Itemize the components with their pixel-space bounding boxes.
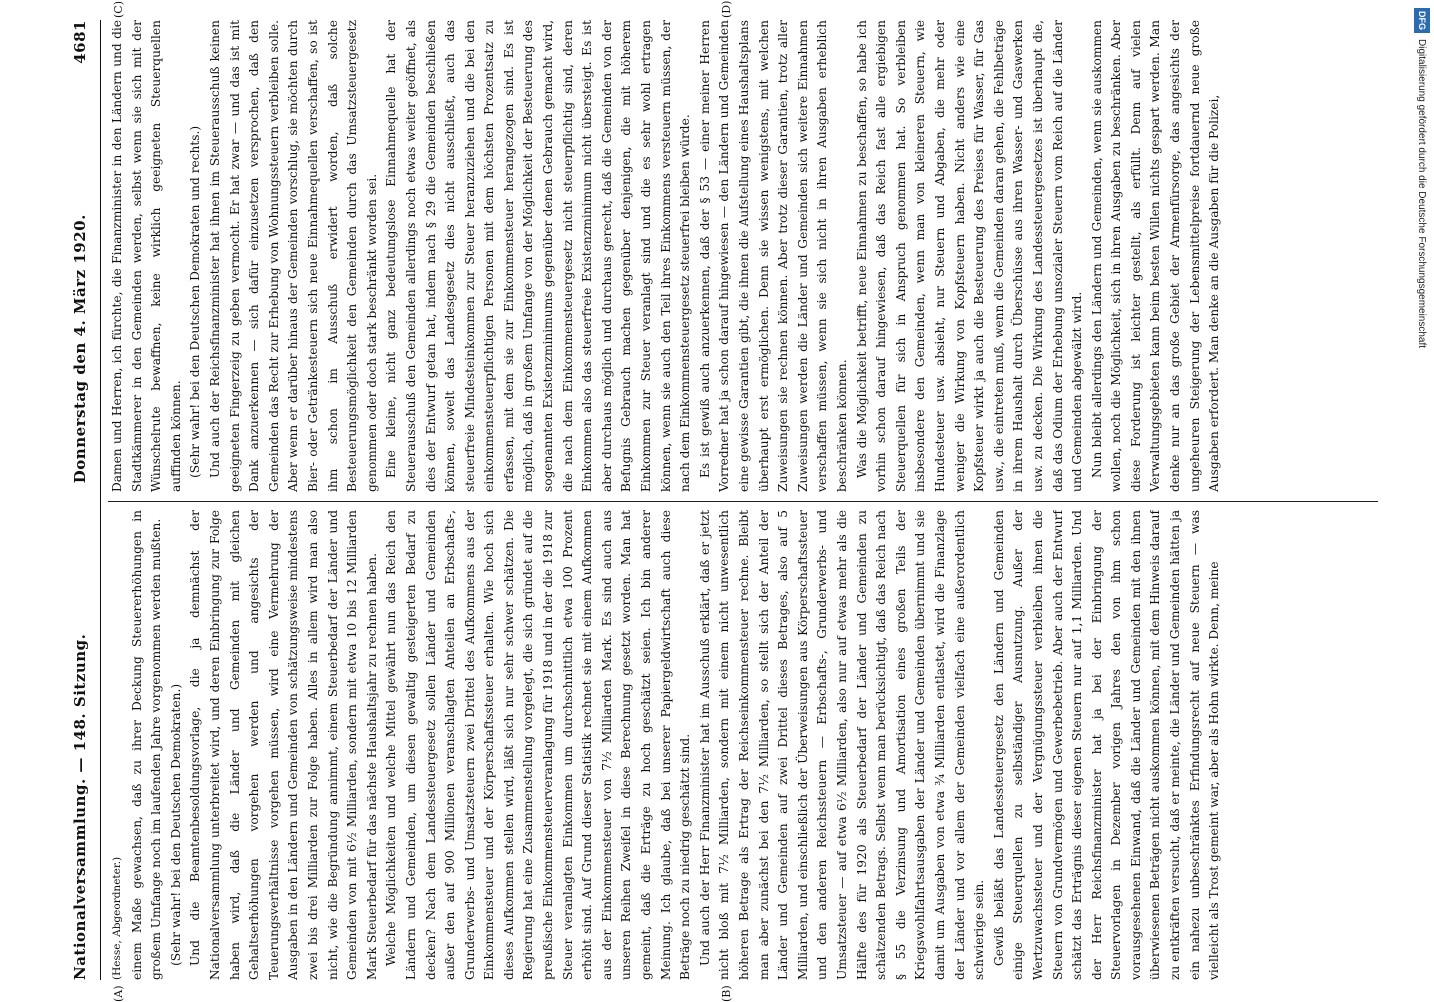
paragraph: Welche Möglichkeiten und welche Mittel gewährt nun das Reich den Ländern und Gemeinden, um diesen gewaltig gesteigerten Bedarf zu decken? Nach dem Landessteuergesetz sollen Länder und Gemeinden außer den auf 900 Millionen veranschlagten Anteilen an Erbschafts-, Grunderwerbs- und Umsatzsteuern zwei Drittel des Aufkommens aus der Einkommensteuer und der Körperschaftssteuer erhalten. Wie hoch sich dieses Aufkommen stellen wird, läßt sich nur sehr schwer schätzen. Die Regierung hat eine Zusammenstellung vorgelegt, die sich gründet auf die preußische Einkommensteuerveranlagung für 1918 und in der die 1918 zur Steuer veranlagten Einkommen um durchschnittlich etwa 100 Prozent erhöht sind. Auf Grund dieser Statistik rechnet sie mit einem Aufkommen aus der Einkommensteuer von 7½ Milliarden Mark. Es sind auch aus unseren Reihen Zweifel in diese Berechnung gesetzt worden. Man hat gemeint, daß die Erträge zu hoch geschätzt seien. Ich bin anderer Meinung. Ich glaube, daß bei unserer Papiergeldwirtschaft auch diese Beträge noch zu niedrig geschätzt sind. [384, 510, 693, 980]
text-columns [108, 20, 1378, 980]
header-assembly-title: Nationalversammlung. — 148. Sitzung. [71, 633, 89, 980]
digitization-credit [1414, 8, 1430, 988]
right-column [108, 20, 1378, 492]
header-date: Donnerstag den 4. März 1920. [71, 214, 89, 484]
document-sheet [60, 0, 1390, 1002]
header-page-number: 4681 [71, 20, 89, 64]
paragraph: Eine kleine, nicht ganz bedeutungslose Einnahmequelle hat der Steuerausschuß den Gemeinden allerdings noch etwas weiter geöffnet, als dies der Entwurf getan hat, indem nach § 29 die Gemeinden beschließen können, sowelt das Landesgesetz dies nicht ausschließt, auch das steuerfreie Mindesteinkommen zur Steuer heranzuziehen und die bei den einkommensteuerpflichtigen Personen mit dem höchsten Prozentsatz zu erfassen, mit dem sie zur Einkommensteuer herangezogen sind. Es ist möglich, daß in großem Umfange von der Möglichkeit der Besteuerung des sogenannten Existenzminimums gegenüber denen Gebrauch gemacht wird, die nach dem Einkommensteuergesetz nicht steuerpflichtig sind, deren Einkommen also das steuerfreie Existenzminimum nicht übersteigt. Es ist aber durchaus möglich und durchaus gerecht, daß die Gemeinden von der Befugnis Gebrauch machen gegenüber denjenigen, die mit höherem Einkommen zur Steuer veranlagt sind und die es sehr wohl ertragen können, wenn sie auch den Teil ihres Einkommens versteuern müssen, der nach dem Einkommensteuergesetz steuerfrei bleiben würde. [384, 20, 693, 492]
paragraph: Und auch der Reichsfinanzminister hat ihnen im Steuerausschuß keinen geeigneten Fingerzeig zu geben vermocht. Er hat zwar — und das ist mit Dank anzuerkennen — sich dafür einzusetzen versprochen, daß den Gemeinden das Recht zur Erhebung von Wohnungssteuern verbleiben solle. Aber wenn er darüber hinaus der Gemeinden vorschlug, sie möchten durch Bier- oder Getränkesteuern sich neue Einnahmequellen verschaffen, so ist ihm schon im Ausschuß erwidert worden, daß solche Besteuerungsmöglichkeit den Gemeinden durch das Umsatzsteuergesetz genommen oder doch stark beschränkt worden sei. [207, 20, 379, 492]
paragraph: einem Maße gewachsen, daß zu ihrer Deckung Steuererhöhungen in großem Umfange noch im laufenden Jahre vorgenommen werden mußten. [129, 510, 164, 980]
column-divider [108, 501, 1378, 502]
paragraph: Und auch der Herr Finanzminister hat im Ausschuß erklärt, daß er jetzt nicht bloß mit 7½ Milliarden, sondern mit einem nicht unwesentlich höheren Betrage als Ertrag der Reichseinkommensteuer rechne. Bleibt man aber zunächst bei den 7½ Milliarden, so stellt sich der Anteil der Länder und Gemeinden auf zwei Drittel dieses Betrages, also auf 5 Milliarden, und einschließlich der Überweisungen aus Körperschaftssteuer und den anderen Reichssteuern — Erbschafts-, Grunderwerbs- und Umsatzsteuer — auf etwa 6½ Milliarden, also nur auf etwas mehr als die Hälfte des für 1920 als Steuerbedarf der Länder und Gemeinden zu schätzenden Betrags. Selbst wenn man berücksichtigt, daß das Reich nach § 55 die Verzinsung und Amortisation eines großen Teils der Kriegswohlfahrtsausgaben der Länder und Gemeinden übernimmt und sie damit um Ausgaben von etwa ¾ Milliarden entlastet, wird die Finanzlage der Länder und vor allem der Gemeinden vielfach eine außerordentlich schwierige sein. [697, 510, 987, 980]
paragraph: Gewiß beläßt das Landessteuergesetz den Ländern und Gemeinden einige Steuerquellen zu selbständiger Ausnutzung. Außer der Wertzuwachssteuer und der Vergnügungssteuer verbleiben ihnen die Steuern von Grundvermögen und Gewerbebetrieb. Aber auch der Entwurf schätzt das Erträgnis dieser eigenen Steuern nur auf 1,1 Milliarden. Und der Herr Reichsfinanzminister hat ja bei der Einbringung der Steuervorlagen in Dezember vorigen Jahres den von ihm schon vorausgesehenen Einwand, daß die Länder und Gemeinden mit den ihnen überwiesenen Beträgen nicht auskommen können, mit dem Hinweis darauf zu entkräften versucht, daß er meinte, die Länder und Gemeinden hätten ja ein nahezu unbeschränktes Erfindungsrecht auf neue Steuern — was vielleicht als Trost gemeint war, aber als Hohn wirkte. Denn, meine [991, 510, 1222, 980]
credit-text: Digitalisierung gefördert durch die Deutsche Forschungsgemeinschaft [1416, 39, 1427, 349]
margin-marker-b: (B) [720, 985, 733, 1002]
page-header [60, 20, 101, 980]
margin-marker-a: (A) [112, 985, 125, 1002]
margin-marker-c: (C) [112, 1, 125, 18]
paragraph: Damen und Herren, ich fürchte, die Finanzminister in den Ländern und die Stadtkämmerer in den Gemeinden werden, selbst wenn sie sich mit der Wünschelrute bewaffnen, keine wirklich geeigneten Steuerquellen auffinden können. [110, 20, 183, 492]
margin-marker-d: (D) [720, 0, 733, 18]
paragraph: Was die Möglichkeit betrifft, neue Einnahmen zu beschaffen, so habe ich vorhin schon darauf hingewiesen, daß das Reich fast alle ergiebigen Steuerquellen für sich in Anspruch genommen hat. So verbleiben insbesondere den Gemeinden, wenn man von kleineren Steuern, wie Hundesteuer usw. absieht, nur Steuern und Abgaben, die mehr oder weniger die Wirkung von Kopfsteuern haben. Nicht anders wie eine Kopfsteuer wirkt ja auch die Besteuerung des Preises für Wasser, für Gas usw., die eintreten muß, wenn die Gemeinden daran gehen, die Fehlbeträge in ihrem Haushalt durch Überschüsse aus ihren Wasser- und Gaswerken usw. zu decken. Die Wirkung des Landessteuergesetzes ist überhaupt die, daß das Odium der Erhebung unsozialer Steuern vom Reich auf die Länder und Gemeinden abgewälzt wird. [854, 20, 1085, 492]
interjection: (Sehr wahr! bei den Deutschen Demokraten und rechts.) [188, 125, 203, 478]
dfg-logo: DFG [1414, 8, 1430, 33]
paragraph: Es ist gewiß auch anzuerkennen, daß der § 53 — einer meiner Herren Vorredner hat ja schon darauf hingewiesen — den Ländern und Gemeinden eine gewisse Garantien gibt, die ihnen die Aufstellung eines Haushaltsplans überhaupt erst ermöglichen. Denn sie wissen wenigstens, mit welchen Zuweisungen sie rechnen können. Aber trotz dieser Garantien, trotz aller Zuweisungen werden die Länder und Gemeinden sich weitere Einnahmen verschaffen müssen, wenn sie sich nicht in ihren Ausgaben erheblich beschränken können. [697, 20, 849, 492]
paragraph: Nun bleibt allerdings den Ländern und Gemeinden, wenn sie auskommen wollen, noch die Möglichkeit, sich in ihren Ausgaben zu beschränken. Aber diese Forderung ist leichter gestellt, als erfüllt. Denn auf vielen Verwaltungsgebieten kann beim besten Willen nichts gespart werden. Man denke nur an das große Gebiet der Armenfürsorge, das angesichts der ungeheuren Steigerung der Lebensmittelpreise fortdauernd neue große Ausgaben erfordert. Man denke an die Ausgaben für die Polizei, [1089, 20, 1222, 492]
left-column [108, 510, 1378, 980]
speaker-label: (Hesse, Abgeordneter.) [111, 856, 123, 980]
paragraph: Und die Beamtenbesoldungsvorlage, die ja demnächst der Nationalversammlung unterbreitet wird, und deren Einbringung zur Folge haben wird, daß die Länder und Gemeinden mit gleichen Gehaltserhöhungen vorgehen werden und angesichts der Teuerungsverhältnisse vorgehen müssen, wird eine Vermehrung der Ausgaben in den Ländern und Gemeinden von schätzungsweise mindestens zwei bis drei Milliarden zur Folge haben. Alles in allem wird man also nicht, wie die Begründung annimmt, einem Steuerbedarf der Länder und Gemeinden von mit 6½ Milliarden, sondern mit etwa 10 bis 12 Milliarden Mark Steuerbedarf für das nächste Haushaltsjahr zu rechnen haben. [188, 510, 379, 980]
interjection: (Sehr wahr! bei den Deutschen Demokraten.) [168, 683, 183, 966]
